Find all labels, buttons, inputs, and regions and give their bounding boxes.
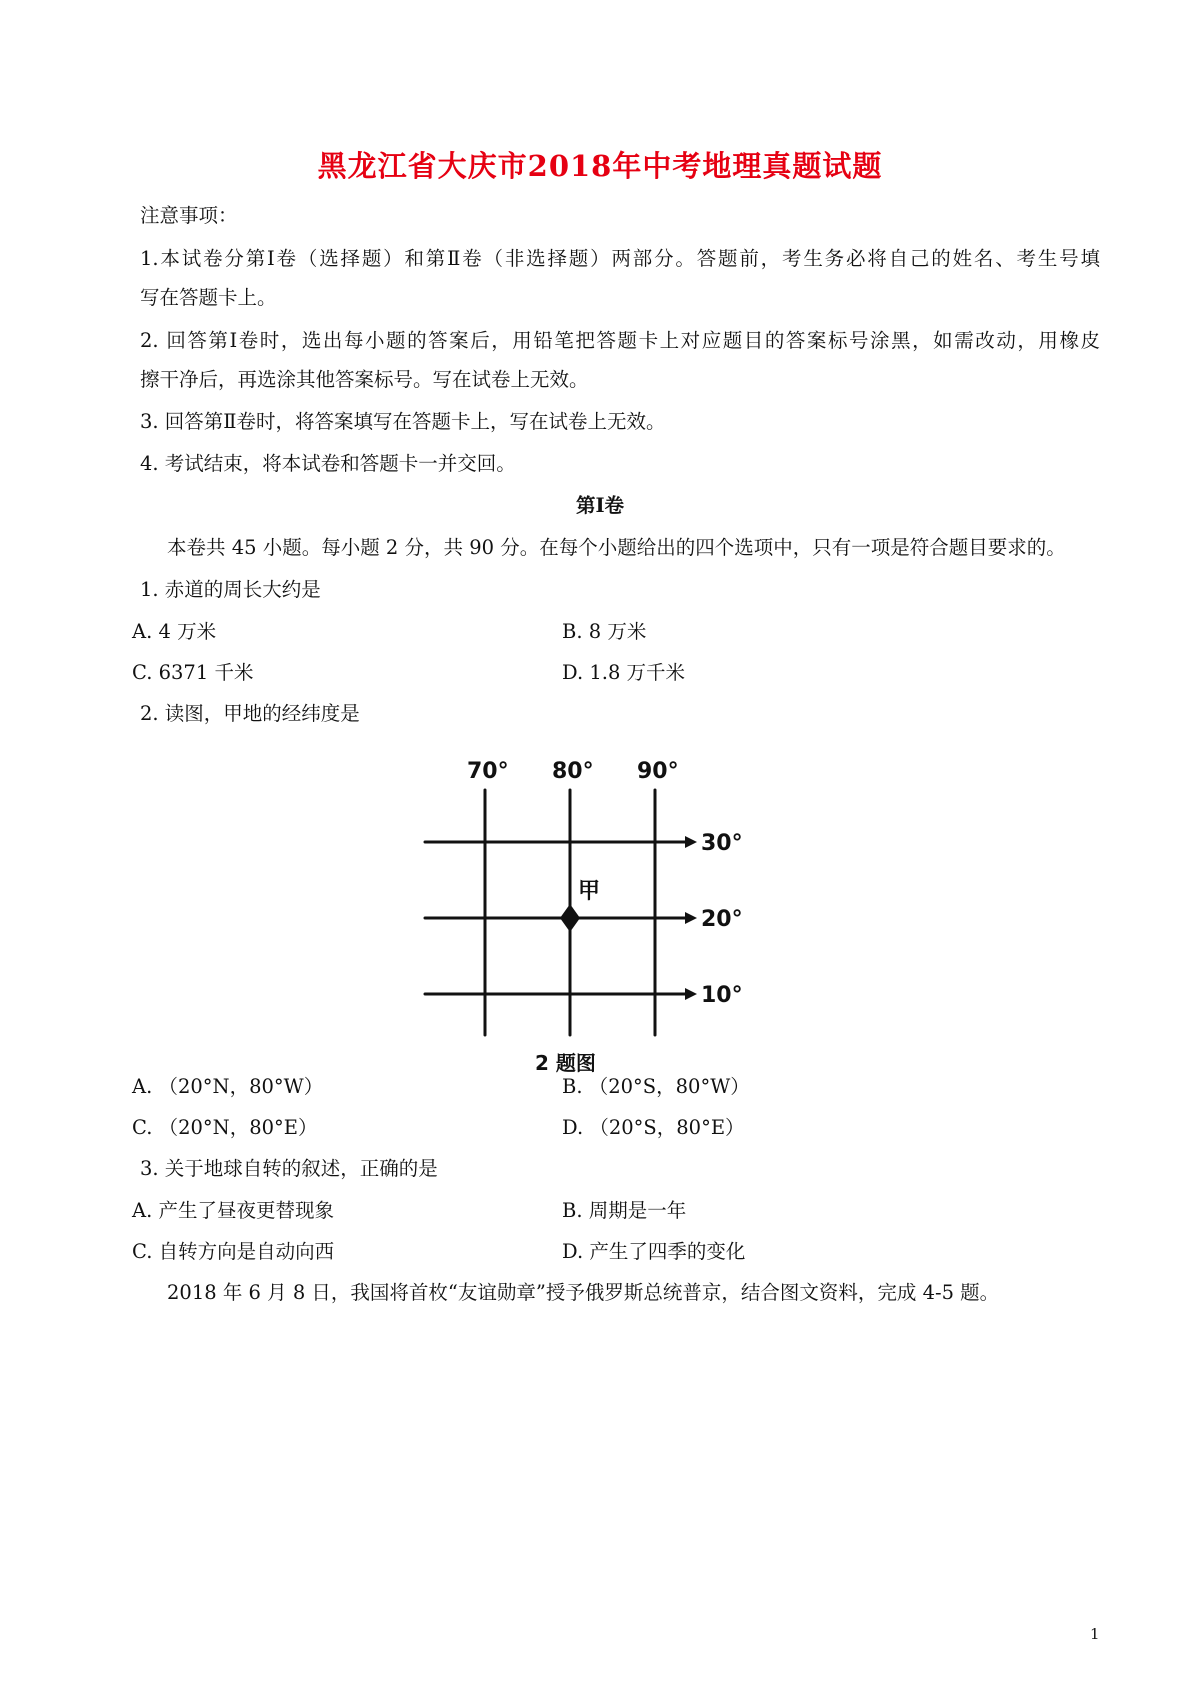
q1-option-c: C. 6371 千米 — [132, 661, 254, 684]
point-jia-label: 甲 — [578, 879, 601, 904]
lat-label-20: 20° — [701, 907, 743, 932]
q3-option-a: A. 产生了昼夜更替现象 — [132, 1199, 334, 1222]
q3-option-b: B. 周期是一年 — [562, 1199, 687, 1222]
point-jia-marker — [560, 904, 580, 932]
arrow-20 — [685, 912, 697, 924]
q2-option-d: D. （20°S，80°E） — [562, 1116, 745, 1139]
q3-stem: 3. 关于地球自转的叙述，正确的是 — [140, 1157, 438, 1180]
figure-caption: 2 题图 — [535, 1051, 596, 1075]
lat-label-30: 30° — [701, 831, 743, 856]
arrow-10 — [685, 988, 697, 1000]
q2-option-a: A. （20°N，80°W） — [132, 1075, 324, 1098]
notice-item-1b: 写在答题卡上。 — [140, 286, 277, 309]
grid-svg — [415, 750, 775, 1090]
notice-item-1a: 1.本试卷分第Ⅰ卷（选择题）和第Ⅱ卷（非选择题）两部分。答题前，考生务必将自己的姓名、考生号填 — [140, 247, 1100, 270]
q2-stem: 2. 读图，甲地的经纬度是 — [140, 702, 360, 725]
notice-item-3: 3. 回答第Ⅱ卷时，将答案填写在答题卡上，写在试卷上无效。 — [140, 410, 666, 433]
q1-option-a: A. 4 万米 — [132, 620, 217, 643]
lat-label-10: 10° — [701, 983, 743, 1008]
notice-heading: 注意事项： — [140, 204, 238, 227]
q2-option-c: C. （20°N，80°E） — [132, 1116, 318, 1139]
q2-option-b: B. （20°S，80°W） — [562, 1075, 750, 1098]
q3-option-d: D. 产生了四季的变化 — [562, 1240, 746, 1263]
q1-stem: 1. 赤道的周长大约是 — [140, 578, 321, 601]
arrow-30 — [685, 836, 697, 848]
q3-option-c: C. 自转方向是自动向西 — [132, 1240, 335, 1263]
notice-item-4: 4. 考试结束，将本试卷和答题卡一并交回。 — [140, 452, 516, 475]
q1-option-b: B. 8 万米 — [562, 620, 647, 643]
q1-option-d: D. 1.8 万千米 — [562, 661, 686, 684]
lat-lon-grid-figure — [415, 750, 775, 1090]
section-intro: 本卷共 45 小题。每小题 2 分，共 90 分。在每个小题给出的四个选项中，只有一项是符合题目要求的。 — [167, 536, 1066, 559]
notice-item-2b: 擦干净后，再选涂其他答案标号。写在试卷上无效。 — [140, 368, 589, 391]
lon-label-80: 80° — [552, 759, 594, 784]
lon-label-70: 70° — [467, 759, 509, 784]
notice-item-2a: 2. 回答第Ⅰ卷时，选出每小题的答案后，用铅笔把答题卡上对应题目的答案标号涂黑，如需改动，用橡皮 — [140, 329, 1100, 352]
q4-5-context: 2018 年 6 月 8 日，我国将首枚“友谊勋章”授予俄罗斯总统普京，结合图文资料，完成 4-5 题。 — [167, 1281, 1000, 1304]
page-number: 1 — [1090, 1625, 1100, 1643]
section-heading: 第Ⅰ卷 — [575, 494, 625, 517]
lon-label-90: 90° — [637, 759, 679, 784]
exam-title: 黑龙江省大庆市2018年中考地理真题试题 — [317, 149, 883, 183]
